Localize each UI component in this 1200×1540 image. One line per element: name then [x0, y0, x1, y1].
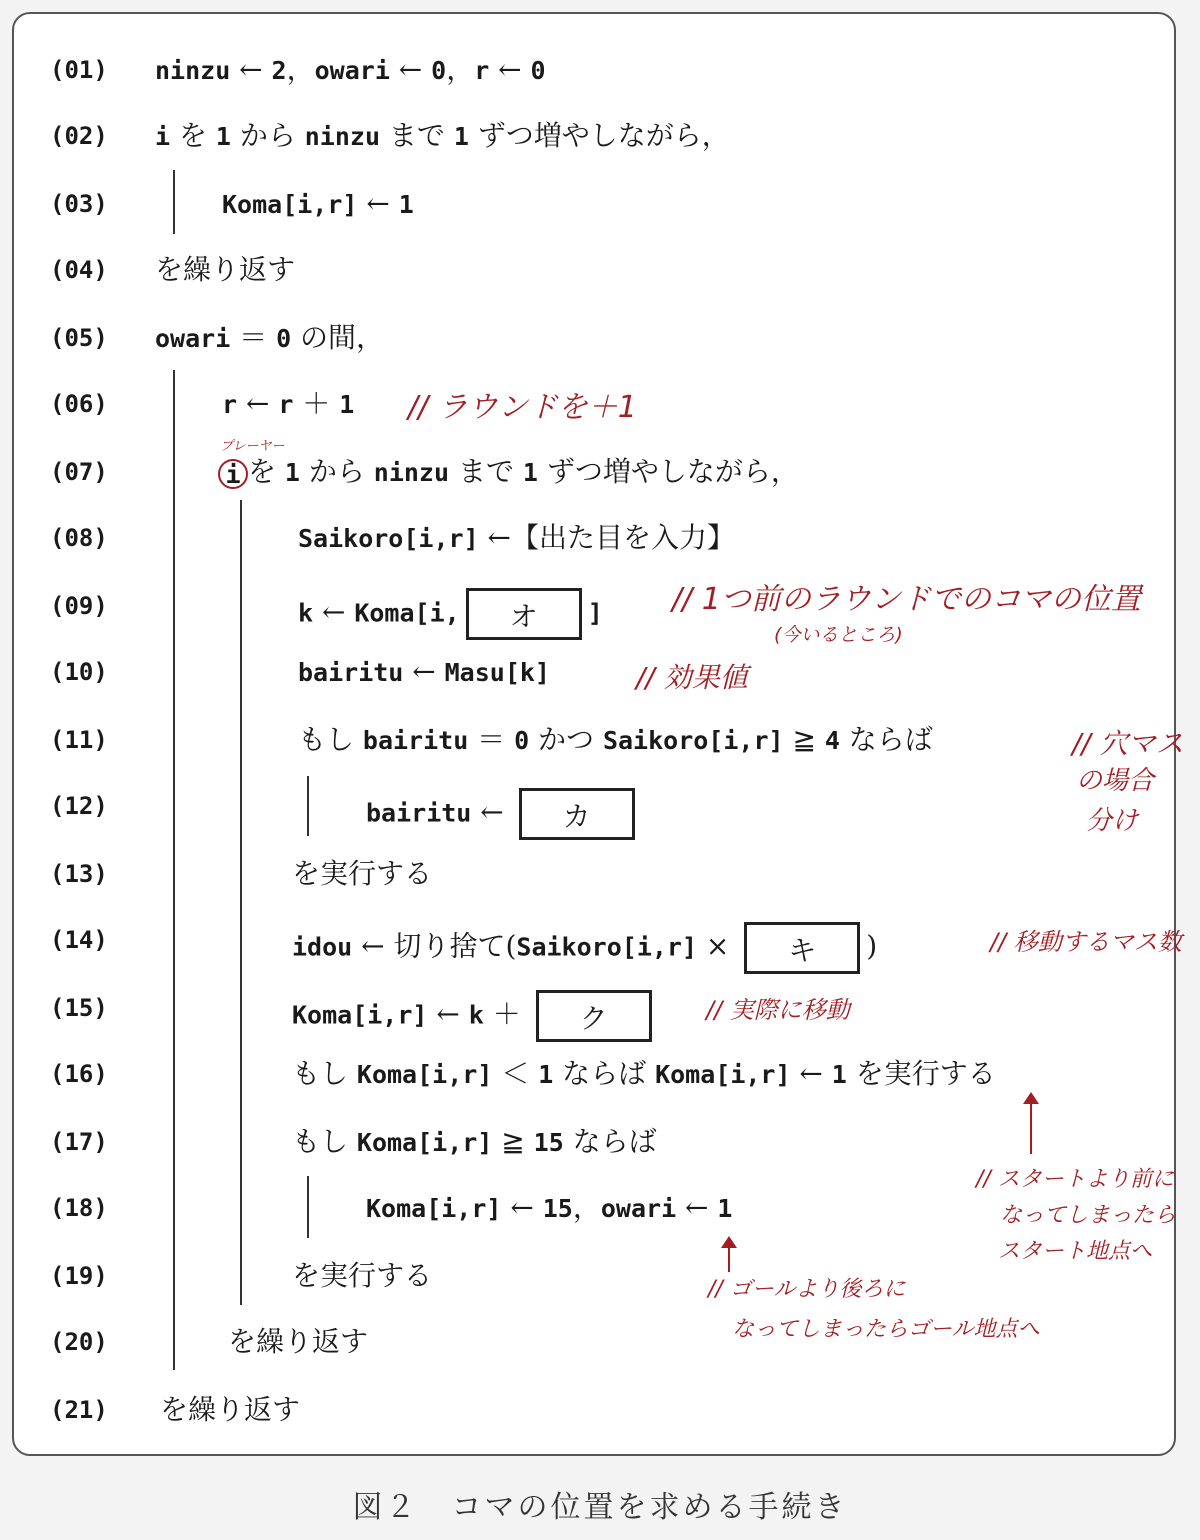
- code-text: を: [170, 119, 216, 152]
- answer-blank-box: ク: [536, 990, 652, 1042]
- code-line: [222, 186, 414, 223]
- answer-blank-box: キ: [744, 922, 860, 974]
- code-line: [298, 588, 603, 640]
- line-number: (16): [50, 1060, 108, 1088]
- line-number: (02): [50, 122, 108, 150]
- code-text: ，: [446, 53, 475, 86]
- annotation-current-place: (今いるところ): [774, 624, 903, 646]
- code-token: Koma[i,r]: [292, 1000, 428, 1030]
- code-token: i: [155, 122, 171, 151]
- code-token: idou: [292, 932, 353, 962]
- loop-bar-05: [173, 370, 175, 1370]
- line-number: (11): [50, 726, 108, 754]
- if-bar-17: [307, 1176, 309, 1238]
- code-text: ←【出た目を入力】: [478, 521, 735, 554]
- code-text: ←: [501, 1191, 543, 1224]
- code-text: を実行する: [292, 1259, 433, 1292]
- code-token: 1: [215, 122, 231, 151]
- code-token: r: [474, 56, 490, 85]
- code-token: Koma[i,r]: [222, 190, 358, 219]
- code-line: [298, 520, 735, 557]
- code-line: [292, 1124, 657, 1161]
- code-text: ←: [313, 595, 355, 629]
- code-text: ←: [237, 387, 279, 420]
- code-token: 1: [284, 458, 300, 487]
- code-line: [218, 454, 799, 491]
- code-token: Koma[i,: [354, 598, 460, 628]
- code-token: ninzu: [155, 56, 231, 85]
- line-number: (15): [50, 994, 108, 1022]
- code-token: 0: [276, 324, 292, 353]
- code-text: を繰り返す: [155, 253, 296, 286]
- code-text: ，: [572, 1191, 601, 1224]
- code-text: もし: [292, 1125, 357, 1158]
- code-line: [366, 788, 641, 840]
- line-number: (07): [50, 458, 108, 486]
- code-line: [228, 1324, 368, 1360]
- code-line: [298, 654, 550, 691]
- annotation-hole-square-a: // 穴マス: [1072, 727, 1184, 760]
- code-text: ならば: [553, 1057, 656, 1090]
- code-token: bairitu: [362, 726, 469, 755]
- annotation-before-start-c: スタート地点へ: [998, 1239, 1153, 1264]
- annotation-actual-move: // 実際に移動: [706, 996, 850, 1024]
- code-line: [292, 1258, 432, 1294]
- code-line: [222, 386, 354, 423]
- loop-bar-07: [240, 500, 242, 1305]
- annotation-past-goal-a: // ゴールより後ろに: [708, 1277, 906, 1302]
- code-token: bairitu: [298, 658, 404, 687]
- code-line: [155, 252, 295, 288]
- code-token: Koma[i,r]: [366, 1194, 502, 1223]
- code-token: 0: [431, 56, 447, 85]
- code-token: Saikoro[i,r]: [516, 932, 698, 962]
- annotation-hole-square-b: の場合: [1076, 766, 1155, 796]
- answer-blank-box: カ: [519, 788, 635, 840]
- code-text: から: [299, 455, 374, 488]
- line-number: (20): [50, 1328, 108, 1356]
- annotation-player: プレーヤー: [220, 439, 285, 454]
- code-token: 0: [530, 56, 546, 85]
- code-token: Koma[i,r]: [356, 1128, 493, 1157]
- code-text: ←: [471, 795, 513, 829]
- code-text: ←: [676, 1191, 718, 1224]
- code-text: ＋: [293, 387, 340, 420]
- line-number: (09): [50, 592, 108, 620]
- code-text: から: [230, 119, 305, 152]
- code-text: ならば: [563, 1125, 657, 1158]
- code-text: もし: [298, 723, 363, 756]
- code-text: ←: [427, 997, 469, 1031]
- arrow-up-icon: [1030, 1094, 1032, 1154]
- line-number: (04): [50, 256, 108, 284]
- code-line: [292, 1056, 996, 1093]
- code-line: [155, 52, 546, 89]
- if-bar-11: [307, 776, 309, 836]
- code-token: 1: [831, 1060, 847, 1089]
- code-text: まで: [449, 455, 523, 488]
- code-token: bairitu: [366, 798, 472, 828]
- annotation-before-start-b: なってしまったら: [1000, 1203, 1177, 1228]
- code-token: Saikoro[i,r]: [602, 726, 784, 755]
- code-token: Koma[i,r]: [356, 1060, 493, 1089]
- code-text: かつ: [529, 723, 603, 756]
- line-number: (10): [50, 658, 108, 686]
- code-text: ，: [286, 53, 315, 86]
- arrow-up-icon: [728, 1238, 730, 1272]
- code-text: まで: [380, 119, 454, 152]
- code-token: r: [222, 390, 238, 419]
- annotation-before-start-a: // スタートより前に: [976, 1167, 1174, 1192]
- code-line: [155, 118, 730, 155]
- loop-bar-02: [173, 170, 175, 234]
- code-token: 4: [824, 726, 840, 755]
- code-token: 15: [533, 1128, 564, 1157]
- code-token: r: [278, 390, 294, 419]
- annotation-hole-square-c: 分け: [1086, 806, 1139, 836]
- code-text: ずつ増やしながら，: [537, 455, 799, 488]
- code-text: を実行する: [846, 1057, 996, 1090]
- code-token: 1: [538, 1060, 554, 1089]
- line-number: (13): [50, 860, 108, 888]
- code-token: ]: [587, 598, 603, 628]
- code-text: を繰り返す: [228, 1325, 369, 1358]
- code-text: ＝: [468, 723, 515, 756]
- code-line: [292, 922, 877, 974]
- code-text: ＝: [230, 321, 277, 354]
- line-number: (21): [50, 1396, 108, 1424]
- code-text: ← 切り捨て(: [352, 929, 517, 963]
- code-text: ＜: [492, 1057, 539, 1090]
- code-token: 15: [542, 1194, 573, 1223]
- line-number: (05): [50, 324, 108, 352]
- code-text: ×: [697, 929, 739, 963]
- annotation-previous-position: // 1つ前のラウンドでのコマの位置: [672, 582, 1141, 617]
- code-token: Saikoro[i,r]: [298, 524, 479, 553]
- code-text: ならば: [839, 723, 933, 756]
- code-text: ): [866, 929, 878, 963]
- code-token: ninzu: [304, 122, 381, 151]
- code-token: owari: [314, 56, 390, 85]
- code-text: ずつ増やしながら，: [468, 119, 730, 152]
- code-line: [155, 320, 384, 357]
- code-token: Masu[k]: [444, 658, 550, 687]
- code-token: owari: [600, 1194, 677, 1223]
- code-text: を実行する: [292, 857, 433, 890]
- code-text: を: [248, 455, 285, 488]
- answer-blank-box: オ: [466, 588, 582, 640]
- code-token: 2: [271, 56, 287, 85]
- code-line: [160, 1392, 300, 1428]
- figure-caption: 図２ コマの位置を求める手続き: [352, 1490, 848, 1525]
- code-token: Koma[i,r]: [655, 1060, 791, 1089]
- line-number: (14): [50, 926, 108, 954]
- code-text: の間，: [291, 321, 385, 354]
- line-number: (18): [50, 1194, 108, 1222]
- line-number: (06): [50, 390, 108, 418]
- code-text: ≧: [492, 1125, 534, 1158]
- code-token: ninzu: [373, 458, 450, 487]
- code-line: [292, 990, 658, 1042]
- code-text: ≧: [783, 723, 825, 756]
- code-line: [366, 1190, 732, 1227]
- annotation-round: // ラウンドを＋1: [408, 390, 637, 425]
- line-number: (01): [50, 56, 108, 84]
- line-number: (17): [50, 1128, 108, 1156]
- line-number: (08): [50, 524, 108, 552]
- line-number: (03): [50, 190, 108, 218]
- code-text: ←: [389, 53, 432, 86]
- code-text: ←: [790, 1057, 832, 1090]
- code-text: ←: [230, 53, 272, 86]
- code-token: 1: [398, 190, 414, 219]
- code-token: 1: [522, 458, 538, 487]
- code-token: 1: [717, 1194, 733, 1223]
- line-number: (19): [50, 1262, 108, 1290]
- code-text: ＋: [483, 997, 530, 1031]
- code-token: 1: [453, 122, 469, 151]
- code-text: を繰り返す: [160, 1393, 301, 1426]
- code-text: もし: [292, 1057, 357, 1090]
- annotation-past-goal-b: なってしまったらゴール地点へ: [732, 1317, 1040, 1342]
- code-token: 1: [339, 390, 355, 419]
- code-line: [292, 856, 432, 892]
- code-token: k: [468, 1000, 484, 1030]
- code-token: owari: [155, 324, 231, 353]
- code-text: ←: [403, 655, 445, 688]
- code-token: k: [298, 598, 314, 628]
- annotation-effect-value: // 効果値: [636, 661, 748, 694]
- circled-variable: i: [218, 459, 248, 489]
- code-token: 0: [514, 726, 530, 755]
- annotation-move-count: // 移動するマス数: [990, 928, 1182, 956]
- line-number: (12): [50, 792, 108, 820]
- code-text: ←: [357, 187, 399, 220]
- code-text: ←: [489, 53, 531, 86]
- code-line: [298, 722, 933, 759]
